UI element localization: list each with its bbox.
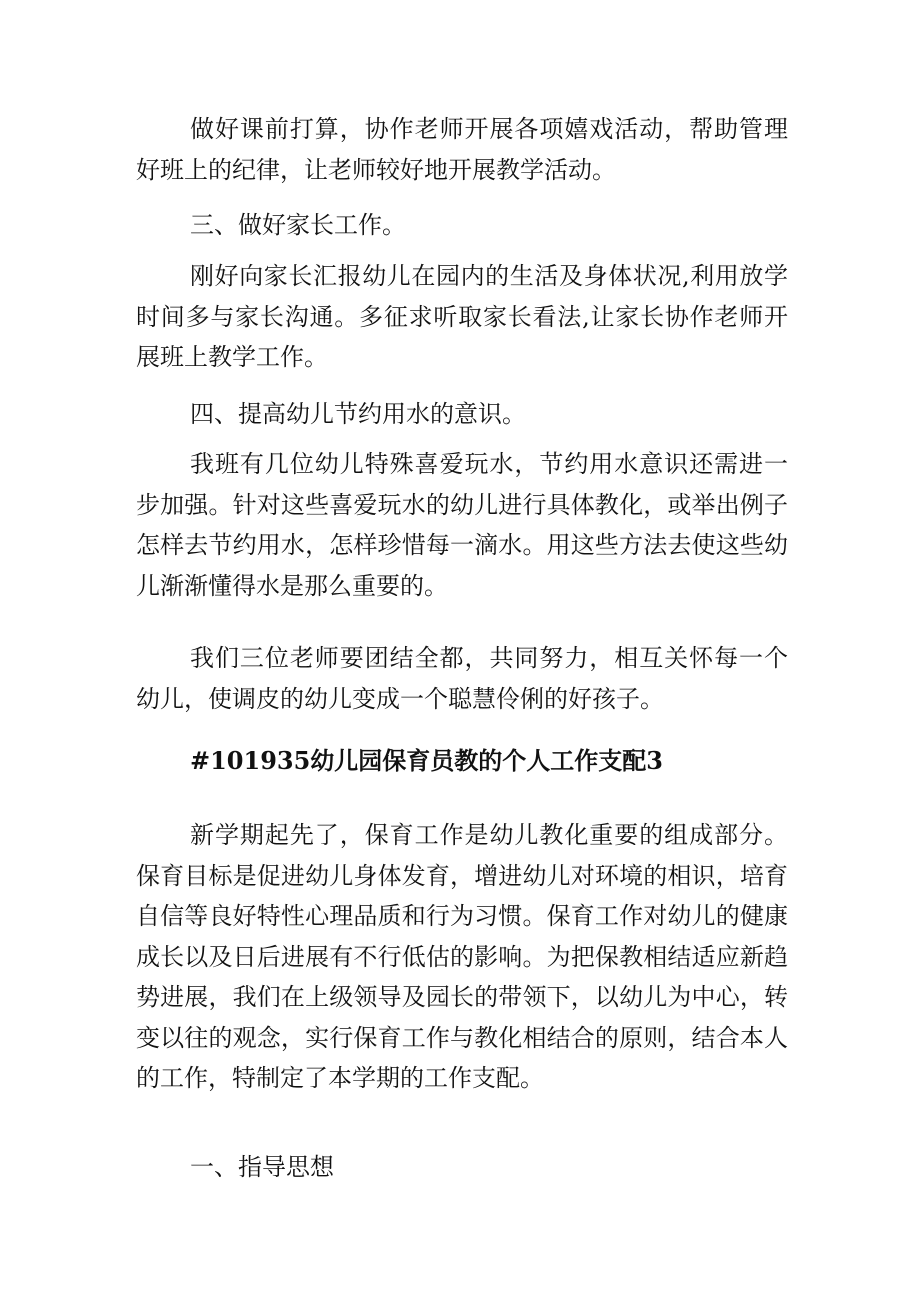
section-heading: #101935幼儿园保育员教的个人工作支配3 (190, 746, 664, 775)
heading-parent-work: 三、做好家长工作。 (190, 211, 406, 239)
paragraph-teacher-unity: 我们三位老师要团结全都，共同努力，相互关怀每一个幼儿，使调皮的幼儿变成一个聪慧伶俐的好孩子。 (136, 644, 788, 713)
paragraph-class-preparation: 做好课前打算，协作老师开展各项嬉戏活动，帮助管理好班上的纪律，让老师较好地开展教学活动。 (136, 115, 788, 184)
heading-guiding-thought: 一、指导思想 (190, 1153, 334, 1181)
heading-water-saving: 四、提高幼儿节约用水的意识。 (190, 400, 526, 428)
paragraph-new-semester: 新学期起先了，保育工作是幼儿教化重要的组成部分。保育目标是促进幼儿身体发育，增进幼儿对环境的相识，培育自信等良好特性心理品质和行为习惯。保育工作对幼儿的健康成长以及日后进展有不行低估的影响。为把保教相结适应新趋势进展，我们在上级领导及园长的带领下，以幼儿为中心，转变以往的观念，实行保育工作与教化相结合的原则，结合本人的工作，特制定了本学期的工作支配。 (136, 821, 788, 1092)
paragraph-water-saving: 我班有几位幼儿特殊喜爱玩水，节约用水意识还需进一步加强。针对这些喜爱玩水的幼儿进行具体教化，或举出例子怎样去节约用水，怎样珍惜每一滴水。用这些方法去使这些幼儿渐渐懂得水是那么重要的。 (136, 450, 788, 600)
paragraph-parent-communication: 刚好向家长汇报幼儿在园内的生活及身体状况,利用放学时间多与家长沟通。多征求听取家长看法,让家长协作老师开展班上教学工作。 (136, 262, 788, 371)
